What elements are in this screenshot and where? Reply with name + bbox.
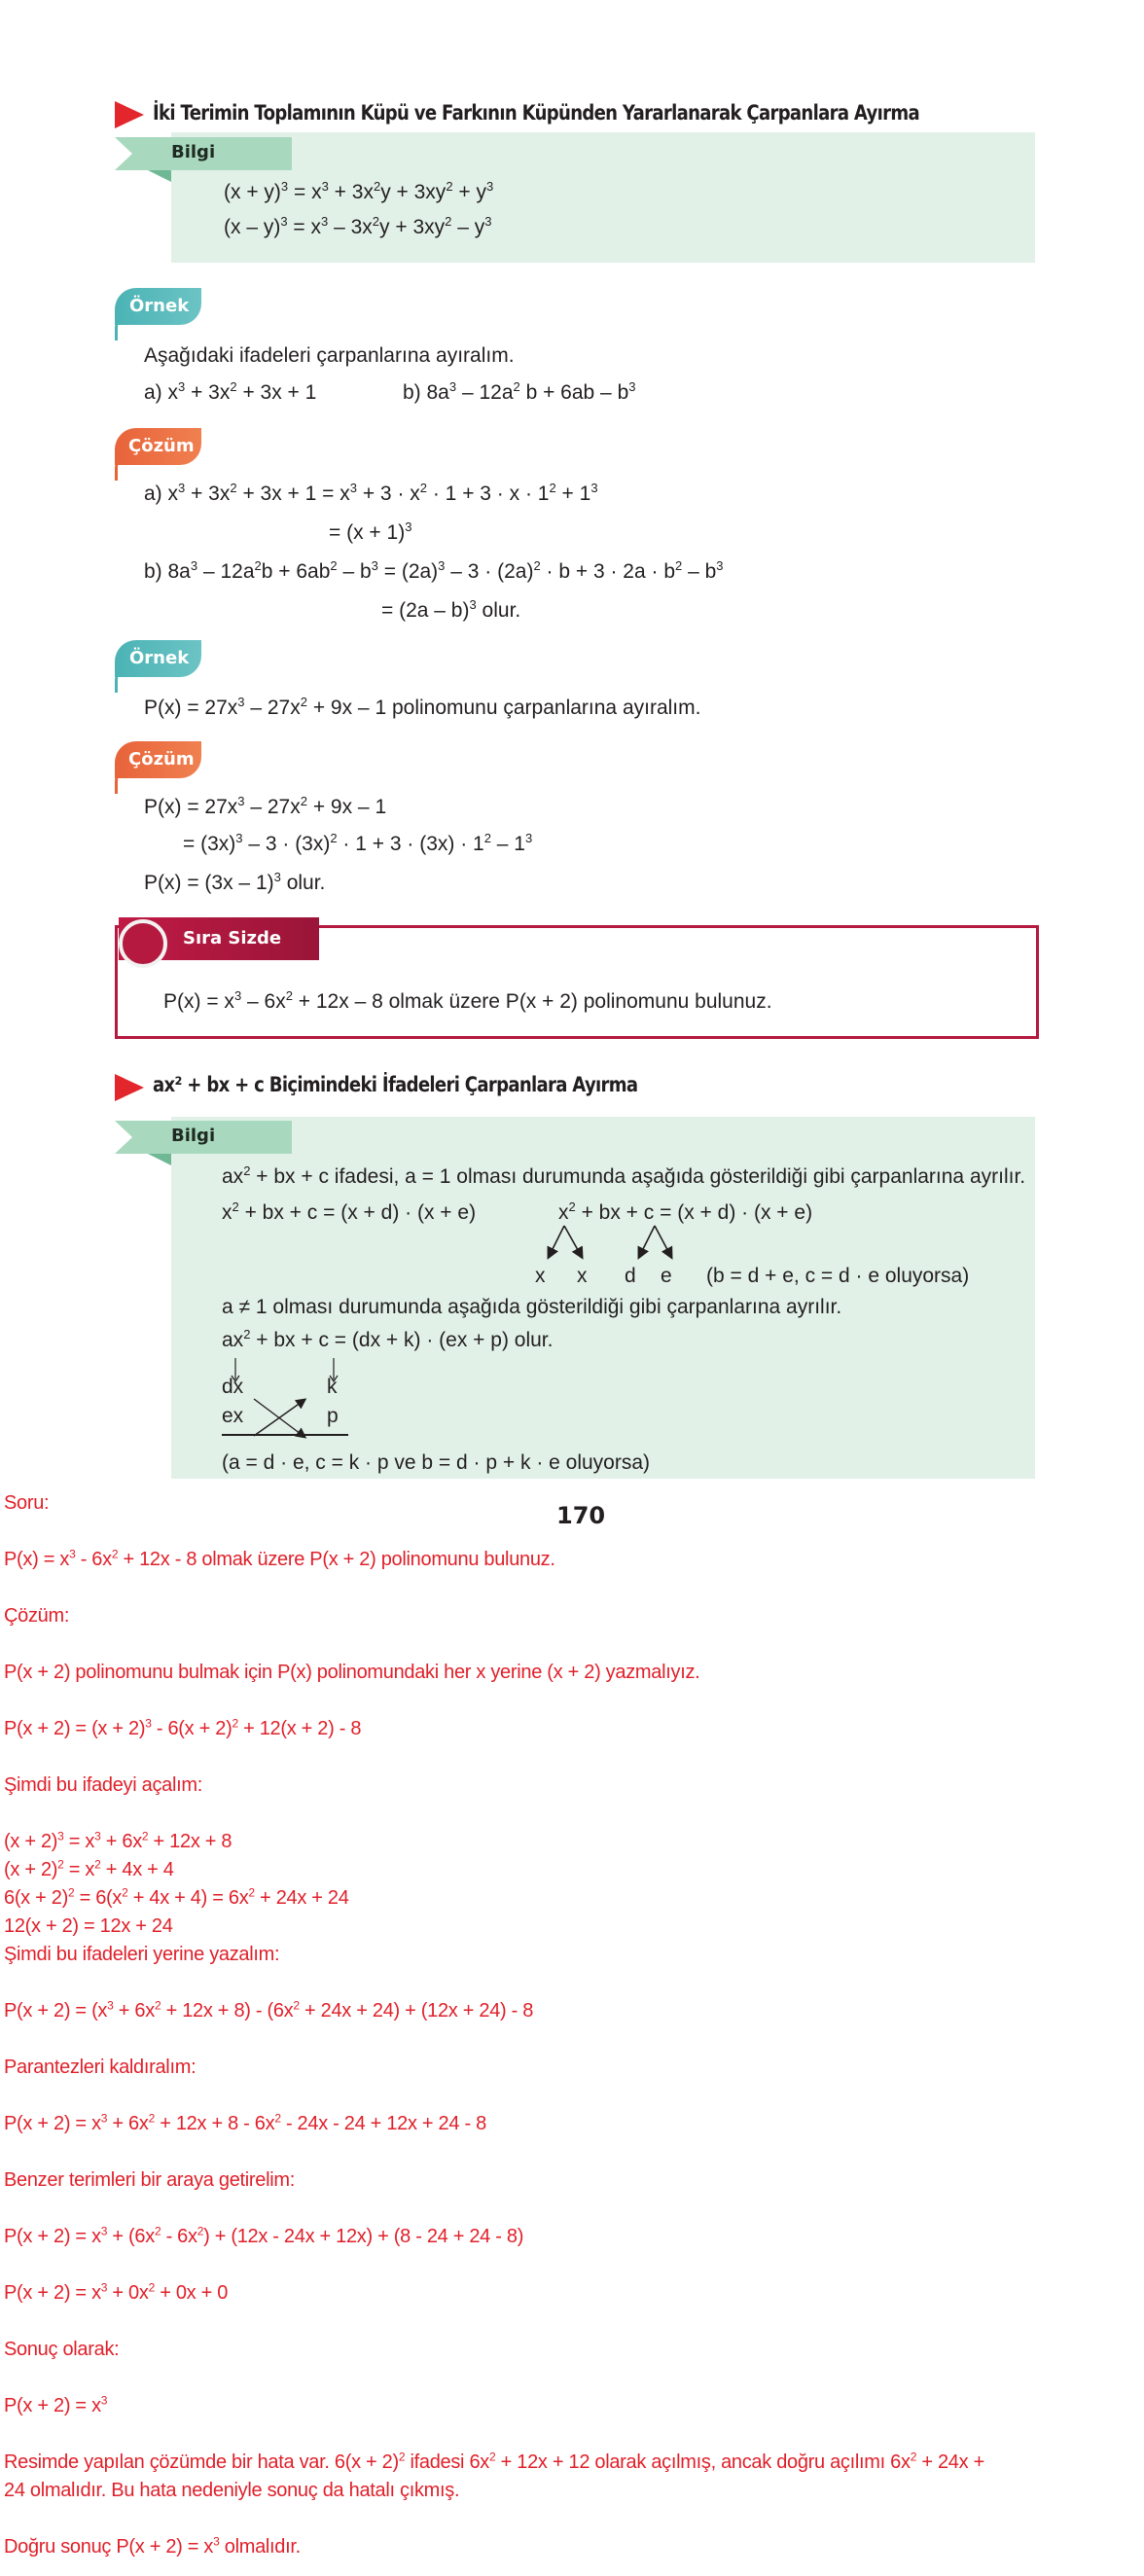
branch-arrows-diagram xyxy=(545,1224,720,1263)
info-tag xyxy=(132,1121,292,1154)
answer-line: Soru: xyxy=(4,1492,50,1514)
example-tag xyxy=(115,288,201,325)
cross-label-dx: dx xyxy=(222,1376,244,1398)
example-tag-label: Örnek xyxy=(129,296,190,316)
solution-line: = $(x + 1)^3$ xyxy=(329,519,412,544)
example-tag xyxy=(115,640,201,677)
answer-line: Doğru sonuç $P(x + 2) = x^3$ olmalıdır. xyxy=(4,2534,301,2558)
cross-underline xyxy=(222,1434,348,1436)
solution-line: a) $x^3 + 3x^2 + 3x + 1 = x^3 + 3 \cdot x^2 \cdot 1 + 3 \cdot x \cdot 1^2 + 1^3$ xyxy=(144,481,598,505)
branch-label: x xyxy=(577,1265,588,1287)
solution-tag-label: Çözüm xyxy=(128,436,195,456)
info-tag-label: Bilgi xyxy=(171,1126,216,1146)
cross-multiplication-diagram xyxy=(222,1354,358,1451)
answer-line: $(x + 2)^2 = x^2 + 4x + 4$ xyxy=(4,1857,174,1880)
info-equation: $ax^2$ + bx + c = (dx + k) · (ex + p) olur. xyxy=(222,1327,554,1351)
answer-line: 12(x + 2) = 12x + 24 xyxy=(4,1915,173,1937)
cross-label-ex: ex xyxy=(222,1405,244,1427)
answer-line: $P(x + 2) = x^3 + 6x^2 + 12x + 8 - 6x^2 - 24x - 24 + 12x + 24 - 8$ xyxy=(4,2111,486,2134)
solution-line: = $(3x)^3 - 3 \cdot (3x)^2 \cdot 1 + 3 \cdot (3x) \cdot 1^2 - 1^3$ xyxy=(183,831,533,855)
answer-line: P(x + 2) polinomunu bulmak için P(x) polinomundaki her x yerine (x + 2) yazmalıyız. xyxy=(4,1662,700,1683)
your-turn-circle-icon xyxy=(119,919,167,968)
answer-line: Parantezleri kaldıralım: xyxy=(4,2057,197,2078)
formula-sum-cube: $(x + y)^3 = x^3 + 3x^2y + 3xy^2 + y^3$ xyxy=(224,179,494,203)
answer-line: Şimdi bu ifadeyi açalım: xyxy=(4,1774,203,1796)
page-number: 170 xyxy=(556,1502,606,1529)
section-title: ax² + bx + c Biçimindeki İfadeleri Çarpanlara Ayırma xyxy=(153,1073,638,1096)
branch-note: (b = d + e, c = d · e oluyorsa) xyxy=(706,1265,970,1287)
solution-tag xyxy=(115,428,201,465)
solution-line: $P(x) = 27x^3 - 27x^2 + 9x - 1$ xyxy=(144,794,387,818)
answer-line: $P(x) = x^3 - 6x^2 + 12x - 8$ olmak üzere P(x + 2) polinomunu bulunuz. xyxy=(4,1547,555,1570)
formula-diff-cube: $(x - y)^3 = x^3 - 3x^2y + 3xy^2 - y^3$ xyxy=(224,214,492,238)
answer-line: Çözüm: xyxy=(4,1605,70,1627)
solution-line: b) $8a^3 - 12a^2b + 6ab^2 - b^3 = (2a)^3 - 3 \cdot (2a)^2 \cdot b + 3 \cdot 2a \cdot b^2 - b^3$ xyxy=(144,558,724,583)
solution-tag xyxy=(115,741,201,778)
answer-line: $P(x + 2) = x^3 + 0x^2 + 0x + 0$ xyxy=(4,2280,229,2304)
example-tag-label: Örnek xyxy=(129,648,190,668)
info-tag-fold xyxy=(148,170,171,182)
answer-line: 24 olmalıdır. Bu hata nedeniyle sonuç da hatalı çıkmış. xyxy=(4,2480,460,2501)
example-part-b: b) $8a^3 - 12a^2$ $b + 6ab - b^3$ xyxy=(403,379,636,404)
solution-line: = (2a – b)$^3$ olur. xyxy=(381,597,521,622)
answer-line: $6(x + 2)^2 = 6(x^2 + 4x + 4) = 6x^2 + 24x + 24$ xyxy=(4,1885,349,1909)
info-equation-left: $x^2$ + bx + c = (x + d) · (x + e) xyxy=(222,1199,477,1224)
info-condition: (a = d · e, c = k · p ve b = d · p + k · e oluyorsa) xyxy=(222,1451,651,1474)
answer-line: $P(x + 2) = (x^3 + 6x^2 + 12x + 8) - (6x^2 + 24x + 24) + (12x + 24) - 8$ xyxy=(4,1998,534,2021)
answer-line: $P(x + 2) = x^3$ xyxy=(4,2393,108,2416)
example-intro: Aşağıdaki ifadeleri çarpanlarına ayıralım. xyxy=(144,344,515,367)
your-turn-tag-label: Sıra Sizde xyxy=(183,928,282,948)
branch-label: d xyxy=(625,1265,636,1287)
section-arrow-icon xyxy=(115,101,144,128)
answer-line: $P(x + 2) = (x + 2)^3 - 6(x + 2)^2 + 12(x + 2) - 8$ xyxy=(4,1716,362,1739)
cross-label-p: p xyxy=(327,1405,339,1427)
example-text: $P(x) = 27x^3 - 27x^2 + 9x - 1$ polinomunu çarpanlarına ayıralım. xyxy=(144,695,701,719)
info-tag-fold xyxy=(148,1154,171,1165)
solution-line: P(x) = (3x – 1)$^3$ olur. xyxy=(144,870,326,894)
section-title: İki Terimin Toplamının Küpü ve Farkının Küpünden Yararlanarak Çarpanlara Ayırma xyxy=(153,101,920,125)
info-line: $ax^2$ + bx + c ifadesi, a = 1 olması durumunda aşağıda gösterildiği gibi çarpanlarına ayrılır. xyxy=(222,1163,1026,1188)
info-tag-label: Bilgi xyxy=(171,142,216,162)
info-tag-notch xyxy=(115,137,132,170)
section-arrow-icon xyxy=(115,1074,144,1101)
example-part-a: a) $x^3 + 3x^2 + 3x + 1$ xyxy=(144,379,317,404)
cross-label-k: k xyxy=(327,1376,338,1398)
answer-line: Benzer terimleri bir araya getirelim: xyxy=(4,2169,295,2191)
info-line: a ≠ 1 olması durumunda aşağıda gösterildiği gibi çarpanlarına ayrılır. xyxy=(222,1296,842,1318)
your-turn-text: $P(x) = x^3 - 6x^2 + 12x - 8$ olmak üzere P(x + 2) polinomunu bulunuz. xyxy=(163,988,772,1013)
answer-line: Şimdi bu ifadeleri yerine yazalım: xyxy=(4,1944,280,1965)
branch-label: x xyxy=(535,1265,546,1287)
answer-line: Sonuç olarak: xyxy=(4,2339,120,2360)
answer-line: $(x + 2)^3 = x^3 + 6x^2 + 12x + 8$ xyxy=(4,1829,232,1852)
answer-line: Resimde yapılan çözümde bir hata var. $6(x + 2)^2$ ifadesi $6x^2 + 12x + 12$ olarak açılmış, ancak doğru açılımı $6x^2 + 24x$ + xyxy=(4,2450,984,2473)
solution-tag-label: Çözüm xyxy=(128,749,195,769)
branch-label: e xyxy=(661,1265,672,1287)
info-tag xyxy=(132,137,292,170)
info-equation-right: $x^2$ + bx + c = (x + d) · (x + e) xyxy=(558,1199,813,1224)
info-tag-notch xyxy=(115,1121,132,1154)
answer-line: $P(x + 2) = x^3 + (6x^2 - 6x^2) + (12x - 24x + 12x) + (8 - 24 + 24 - 8)$ xyxy=(4,2224,524,2247)
